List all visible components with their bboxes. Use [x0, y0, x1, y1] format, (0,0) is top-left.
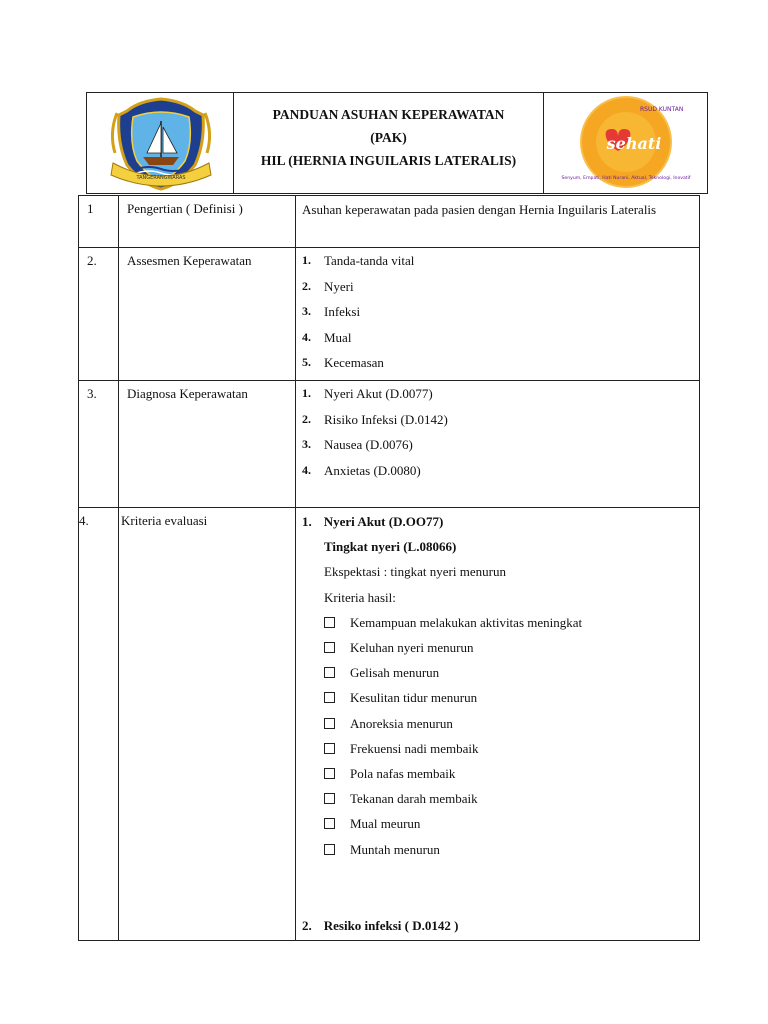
- criteria-item-text: Mual meurun: [350, 816, 421, 832]
- criteria-item: [302, 685, 697, 710]
- criteria-item: [302, 711, 697, 736]
- criteria-item-text: Kemampuan melakukan aktivitas meningkat: [350, 614, 583, 630]
- list-number: 2.: [302, 278, 311, 293]
- list-item-text: Nyeri: [324, 278, 354, 294]
- checkbox-icon: [324, 844, 335, 855]
- section-title: Resiko infeksi ( D.0142 ): [323, 917, 459, 933]
- checkbox-icon: [324, 768, 335, 779]
- section-title: Nyeri Akut (D.OO77): [323, 514, 444, 529]
- list-number: 1.: [302, 386, 311, 400]
- criteria-item: [302, 635, 697, 660]
- list-number: 3.: [302, 437, 311, 451]
- list-item-text: Infeksi: [324, 304, 361, 319]
- row-number-cell: [79, 381, 119, 508]
- list-number: 3.: [302, 304, 311, 318]
- row-number-cell: [79, 508, 119, 941]
- diagnosis-list: [302, 381, 697, 483]
- criteria-item-text: Tekanan darah membaik: [350, 791, 478, 807]
- row-label: Diagnosa Keperawatan: [127, 386, 248, 401]
- row-number: 2.: [87, 253, 97, 268]
- regency-emblem-icon: [87, 93, 234, 193]
- document-title-block: [234, 93, 544, 193]
- list-item-text: Tanda-tanda vital: [324, 253, 415, 268]
- logo-main-text: sehati: [606, 134, 662, 153]
- section-number: 2.: [302, 917, 312, 933]
- criteria-item-text: Muntah menurun: [350, 841, 440, 857]
- criteria-item: [302, 837, 697, 862]
- list-item: [302, 274, 697, 300]
- document-title: PANDUAN ASUHAN KEPERAWATAN: [272, 107, 505, 122]
- assessment-list: [302, 248, 697, 376]
- row-number: 4.: [79, 513, 89, 528]
- list-item: [302, 458, 697, 484]
- list-item-text: Nyeri Akut (D.0077): [324, 386, 433, 401]
- row-number-cell: [79, 196, 119, 248]
- criteria-item-text: Gelisah menurun: [350, 665, 440, 681]
- list-item-text: Nausea (D.0076): [324, 437, 413, 452]
- left-logo-cell: [87, 93, 234, 193]
- list-item: [302, 381, 697, 407]
- checkbox-icon: [324, 667, 335, 678]
- criteria-item: [302, 786, 697, 811]
- logo-ring-text: Senyum, Empati, Hati Nurani, Aktual, Teknologi, Inovatif: [561, 176, 691, 181]
- checkbox-icon: [324, 793, 335, 804]
- table-row: [79, 381, 700, 508]
- table-row: [79, 508, 700, 941]
- criteria-item-text: Anoreksia menurun: [350, 715, 453, 731]
- criteria-item: [302, 660, 697, 685]
- row-content-cell: [296, 508, 700, 941]
- criteria-item: [302, 736, 697, 761]
- list-item: [302, 350, 697, 376]
- criteria-section-heading: [302, 913, 697, 938]
- checkbox-icon: [324, 818, 335, 829]
- criteria-item-text: Pola nafas membaik: [350, 766, 456, 782]
- row-number-cell: [79, 248, 119, 381]
- list-item: [302, 325, 697, 351]
- list-item-text: Risiko Infeksi (D.0142): [324, 411, 448, 427]
- list-item: [302, 432, 697, 458]
- row-content-cell: [296, 196, 700, 248]
- checkbox-icon: [324, 743, 335, 754]
- document-title-abbr: (PAK): [370, 130, 407, 145]
- list-item: [302, 299, 697, 325]
- care-guide-table: [78, 195, 700, 941]
- list-item-text: Anxietas (D.0080): [324, 462, 421, 478]
- list-number: 4.: [302, 329, 311, 344]
- criteria-item: [302, 610, 697, 635]
- checkbox-icon: [324, 642, 335, 653]
- row-label: Kriteria evaluasi: [121, 513, 208, 528]
- table-row: [79, 196, 700, 248]
- logo-top-text: RSUD KUNTAN: [640, 106, 684, 113]
- criteria-item-text: Kesulitan tidur menurun: [350, 690, 478, 706]
- section-number: 1.: [302, 514, 312, 529]
- document-header: [86, 92, 708, 194]
- criteria-item-text: Frekuensi nadi membaik: [350, 740, 479, 756]
- row-label-cell: [119, 196, 296, 248]
- list-item-text: Mual: [324, 329, 352, 345]
- expectation-text: Ekspektasi : tingkat nyeri menurun: [324, 564, 506, 580]
- list-number: 1.: [302, 253, 311, 267]
- list-item-text: Kecemasan: [324, 355, 384, 370]
- criteria-item: [302, 811, 697, 836]
- list-number: 5.: [302, 355, 311, 369]
- criteria-label: Kriteria hasil:: [324, 589, 396, 605]
- row-number: 1: [87, 201, 94, 216]
- definition-text: Asuhan keperawatan pada pasien dengan Hernia Inguilaris Lateralis: [302, 202, 657, 217]
- list-number: 2.: [302, 411, 311, 426]
- row-number: 3.: [87, 386, 97, 401]
- row-label: Assesmen Keperawatan: [127, 253, 252, 268]
- criteria-item: [302, 761, 697, 786]
- criteria-item-text: Keluhan nyeri menurun: [350, 640, 474, 656]
- row-label-cell: [119, 248, 296, 381]
- list-number: 4.: [302, 462, 311, 477]
- criteria-section-heading: [302, 509, 697, 534]
- right-logo-cell: [544, 93, 709, 193]
- row-content-cell: [296, 381, 700, 508]
- spacer: [302, 862, 697, 913]
- list-item: [302, 407, 697, 433]
- list-item: [302, 248, 697, 274]
- checkbox-icon: [324, 617, 335, 628]
- evaluation-criteria: [302, 508, 697, 938]
- row-label-cell: [119, 508, 296, 941]
- row-label-cell: [119, 381, 296, 508]
- hospital-sehati-logo-icon: [544, 93, 709, 193]
- row-label: Pengertian ( Definisi ): [127, 201, 243, 216]
- table-row: [79, 248, 700, 381]
- criteria-subheading: Tingkat nyeri (L.08066): [324, 539, 457, 555]
- emblem-banner-text: TANGERANGWARAS: [136, 175, 186, 181]
- row-content-cell: [296, 248, 700, 381]
- checkbox-icon: [324, 718, 335, 729]
- document-subtitle: HIL (HERNIA INGUILARIS LATERALIS): [260, 153, 517, 168]
- checkbox-icon: [324, 692, 335, 703]
